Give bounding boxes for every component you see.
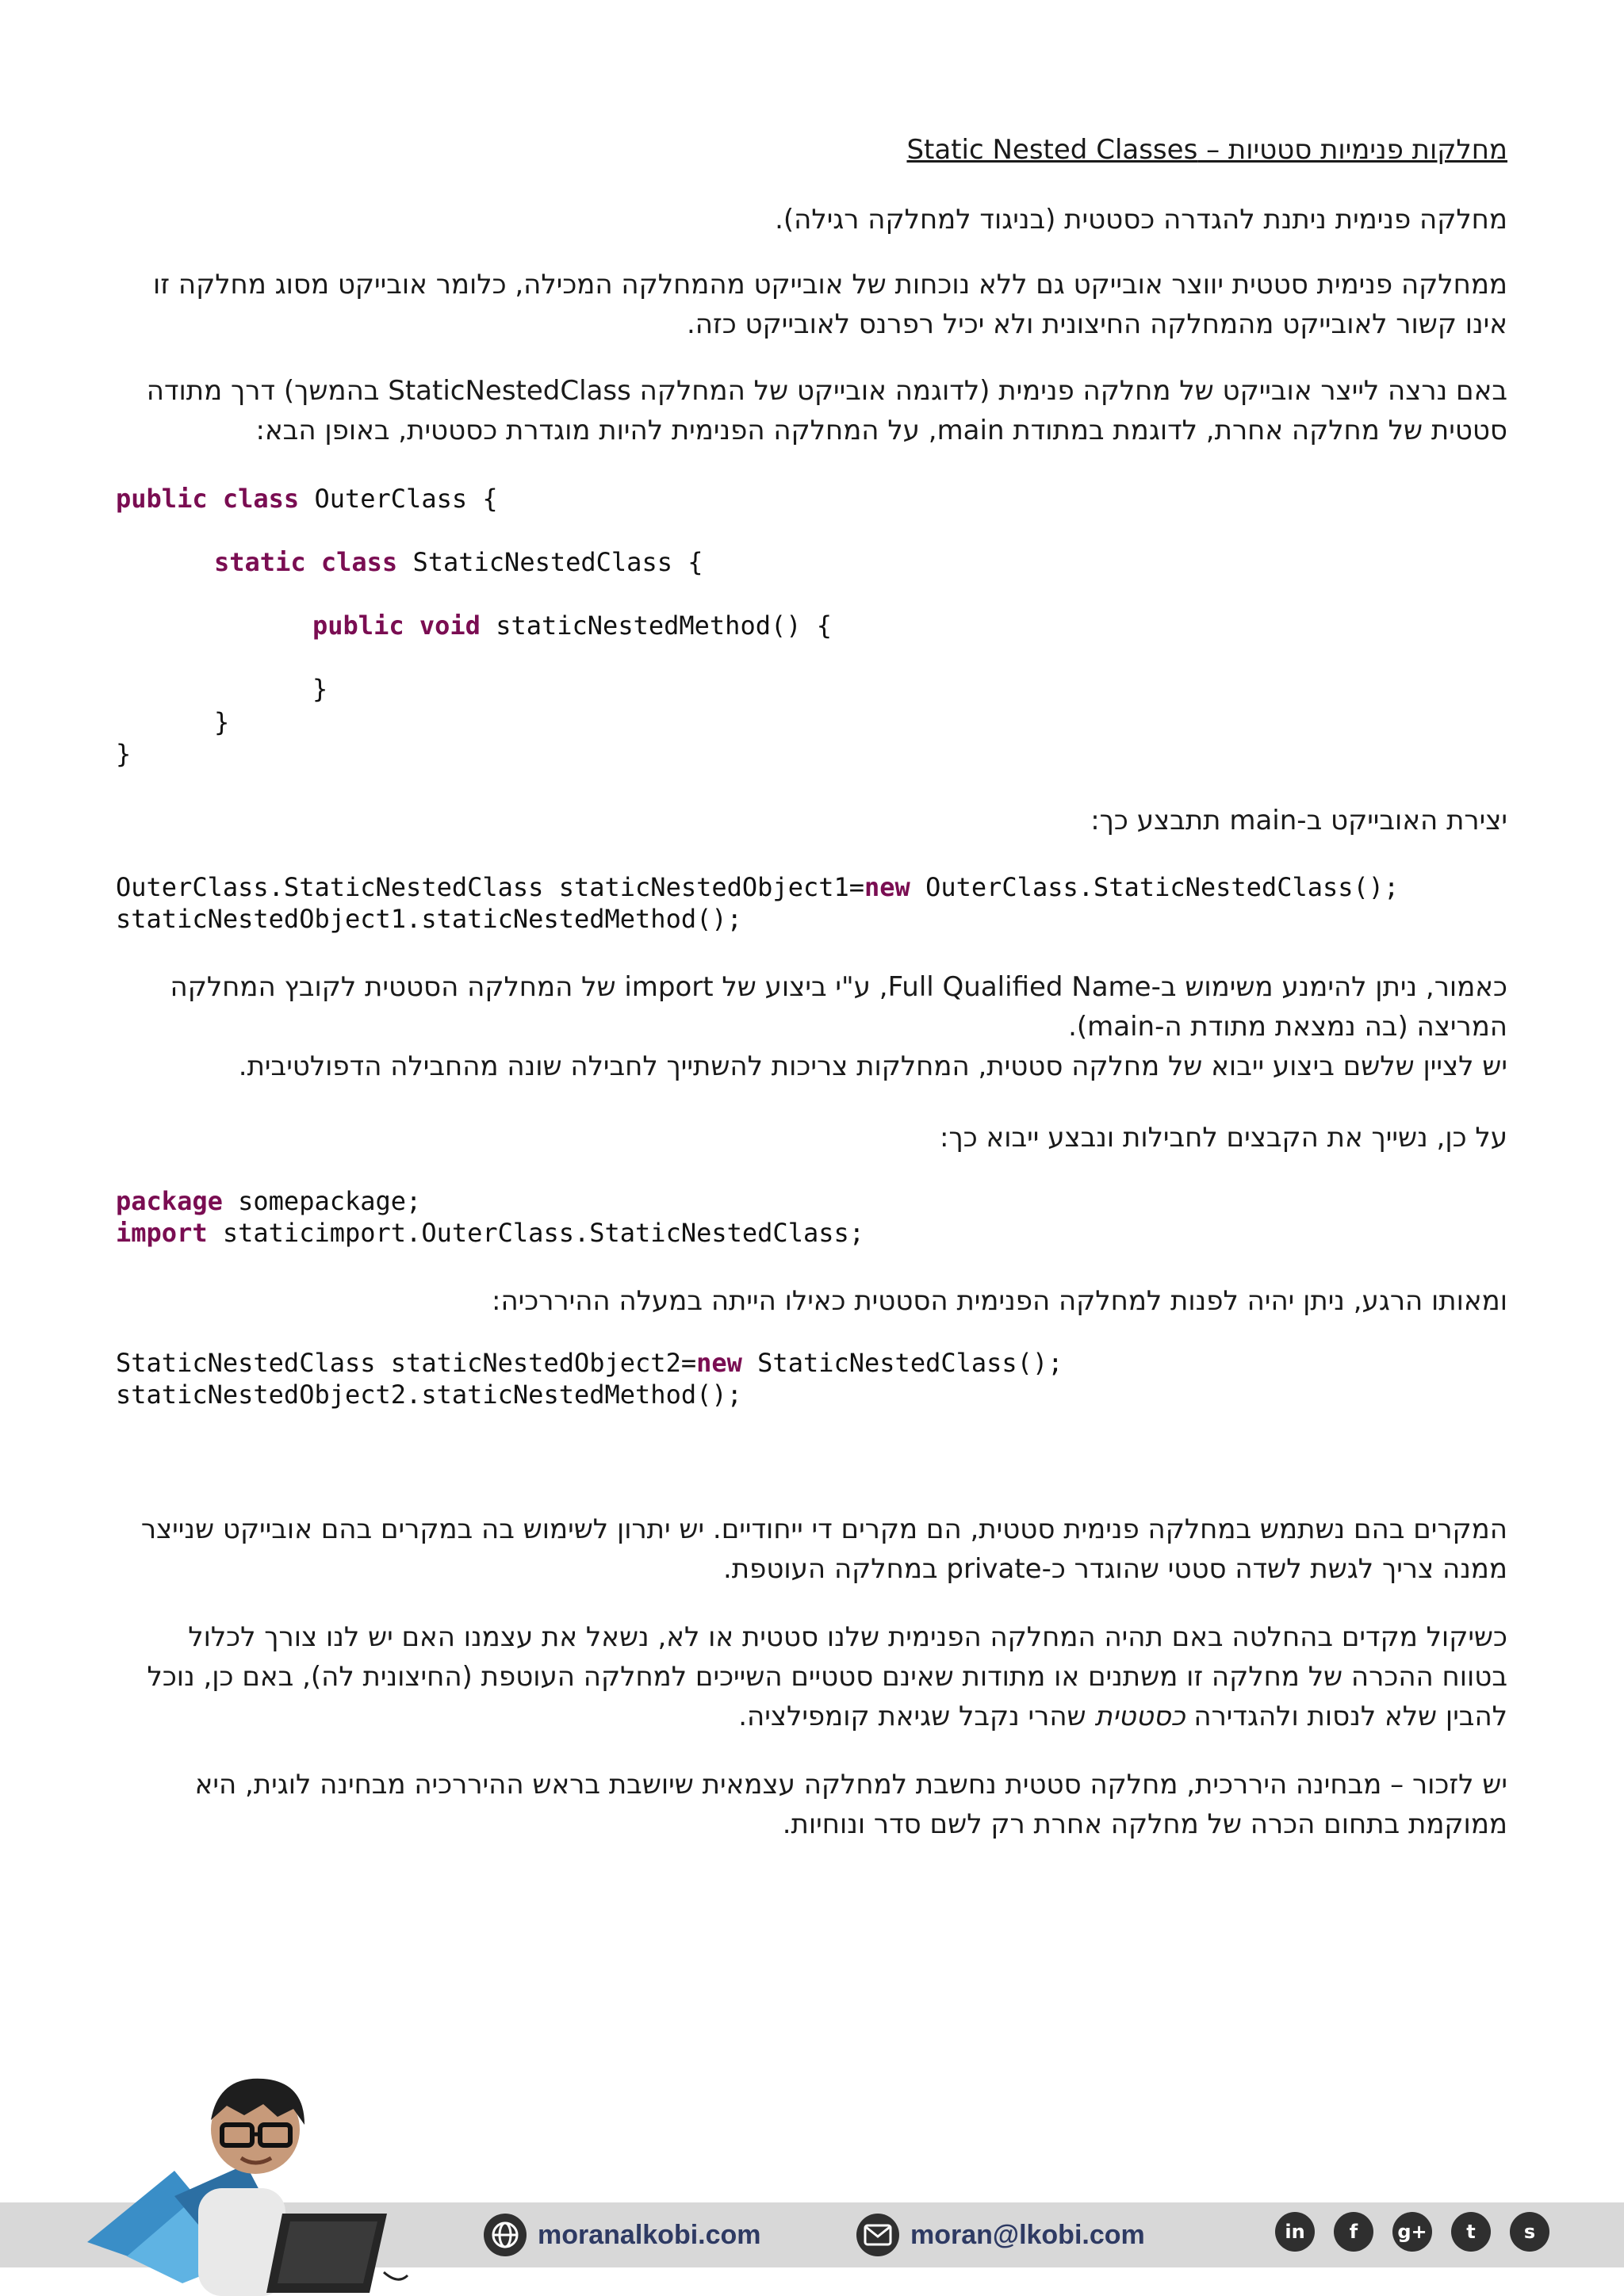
code-line bbox=[116, 1380, 742, 1410]
code-text: StaticNestedClass { bbox=[397, 547, 703, 577]
code-line bbox=[214, 707, 229, 737]
code-keyword: new bbox=[696, 1348, 742, 1378]
paragraph-text: מחלקה פנימית ניתנת להגדרה כסטטית (בניגוד למחלקה רגילה). bbox=[775, 204, 1507, 235]
website-link[interactable]: moranalkobi.com bbox=[538, 2219, 761, 2250]
code-text: staticNestedMethod() { bbox=[480, 610, 833, 641]
code-line bbox=[116, 739, 131, 769]
envelope-icon bbox=[856, 2214, 899, 2256]
code-text: StaticNestedClass(); bbox=[741, 1348, 1063, 1378]
social-icons bbox=[1275, 2212, 1549, 2252]
mascot-illustration bbox=[79, 2069, 428, 2296]
paragraph-intro bbox=[115, 200, 1507, 239]
paragraph-use-cases bbox=[115, 1510, 1507, 1589]
paragraph-object-creation bbox=[115, 265, 1507, 344]
emphasis-text: כסטטית bbox=[1094, 1701, 1185, 1732]
paragraph-text: ממחלקה פנימית סטטית יווצר אובייקט גם ללא נוכחות של אובייקט מהמחלקה המכילה, כלומר אובייקט מסוג מחלקה זו אינו קשור לאובייקט מהמחלקה החיצונית ולא יכיל רפרנס לאובייקט כזה. bbox=[153, 269, 1507, 340]
paragraph-text: כאמור, ניתן להימנע משימוש ב-Full Qualified Name, ע"י ביצוע של import של המחלקה הסטטית לקובץ המחלקה המריצה (בה נמצאת מתודת ה-main). bbox=[170, 971, 1507, 1043]
footer-email[interactable] bbox=[856, 2214, 1145, 2256]
code-line bbox=[116, 1218, 864, 1248]
code-keyword: void bbox=[419, 610, 481, 641]
paragraph-main-usage bbox=[115, 801, 1507, 840]
facebook-icon[interactable]: f bbox=[1334, 2212, 1373, 2252]
code-text: staticimport.OuterClass.StaticNestedClass; bbox=[207, 1218, 865, 1248]
paragraph-text: ומאותו הרגע, ניתן יהיה לפנות למחלקה הפנימית הסטטית כאילו הייתה במעלה ההיררכיה: bbox=[491, 1285, 1507, 1317]
paragraph-text: יש לזכור – מבחינה היררכית, מחלקה סטטית נחשבת למחלקה עצמאית שיושבת בראש ההיררכיה מבחינה לוגית, היא ממוקמת בתחום הכרה של מחלקה אחרת רק לשם סדר ונוחיות. bbox=[194, 1769, 1507, 1840]
paragraph-text bbox=[115, 1617, 1507, 1736]
code-brace: } bbox=[312, 674, 328, 704]
code-keyword: package bbox=[116, 1186, 223, 1216]
code-keyword: class bbox=[222, 484, 300, 514]
paragraph-remember bbox=[115, 1765, 1507, 1844]
code-keyword: public bbox=[312, 610, 404, 641]
code-text: OuterClass { bbox=[299, 484, 498, 514]
page-title: מחלקות פנימיות סטטיות – Static Nested Classes bbox=[906, 134, 1507, 166]
paragraph-text: על כן, נשייך את הקבצים לחבילות ונבצע ייבוא כך: bbox=[940, 1122, 1507, 1154]
paragraph-text: יצירת האובייקט ב-main תתבצע כך: bbox=[1090, 805, 1507, 836]
code-keyword: import bbox=[116, 1218, 208, 1248]
doc-title-block bbox=[115, 130, 1507, 170]
paragraph-text: המקרים בהם נשתמש במחלקה פנימית סטטית, הם מקרים די ייחודיים. יש יתרון לשימוש בה במקרים בהם אובייקט שנייצר ממנה צריך לגשת לשדה סטטי שהוגדר כ-private במחלקה העוטפת. bbox=[140, 1513, 1507, 1585]
code-keyword: public bbox=[116, 484, 208, 514]
code-line bbox=[312, 610, 832, 641]
email-link[interactable]: moran@lkobi.com bbox=[910, 2219, 1145, 2250]
code-brace: } bbox=[116, 739, 132, 769]
paragraph-text: יש לציין שלשם ביצוע ייבוא של מחלקה סטטית, המחלקות צריכות להשתייך לחבילה שונה מהחבילה הדפולטיבית. bbox=[238, 1050, 1507, 1082]
paragraph-static-method bbox=[115, 371, 1507, 450]
code-text: staticNestedObject2.staticNestedMethod(); bbox=[116, 1380, 742, 1410]
linkedin-icon[interactable]: in bbox=[1275, 2212, 1315, 2252]
code-text: staticNestedObject1.staticNestedMethod(); bbox=[116, 904, 742, 934]
code-line bbox=[214, 547, 703, 577]
paragraph-consideration bbox=[115, 1617, 1507, 1736]
code-line bbox=[116, 484, 498, 514]
footer-website[interactable] bbox=[484, 2214, 761, 2256]
twitter-icon[interactable]: t bbox=[1451, 2212, 1491, 2252]
code-line bbox=[116, 1348, 1063, 1378]
code-line bbox=[116, 1186, 421, 1216]
code-text: somepackage; bbox=[222, 1186, 422, 1216]
paragraph-hierarchy-access bbox=[115, 1281, 1507, 1321]
paragraph-packages bbox=[115, 1118, 1507, 1158]
code-text: StaticNestedClass staticNestedObject2= bbox=[116, 1348, 697, 1378]
code-text: OuterClass.StaticNestedClass(); bbox=[910, 872, 1400, 902]
code-brace: } bbox=[214, 707, 230, 737]
skype-icon[interactable]: s bbox=[1510, 2212, 1549, 2252]
globe-icon bbox=[484, 2214, 527, 2256]
code-text: OuterClass.StaticNestedClass staticNestedObject1= bbox=[116, 872, 865, 902]
google-plus-icon[interactable]: g+ bbox=[1392, 2212, 1432, 2252]
code-keyword: new bbox=[864, 872, 910, 902]
paragraph-text-part: כשיקול מקדים בהחלטה באם תהיה המחלקה הפנימית שלנו סטטית או לא, נשאל את עצמנו האם יש לנו צורך לכלול בטווח ההכרה של מחלקה זו משתנים או מתודות שאינם סטטיים השייכים למחלקה העוטפת (החיצונית לה), באם כן, נוכל להבין שלא לנסות ולהגדירה bbox=[147, 1621, 1507, 1732]
code-line bbox=[312, 674, 327, 704]
paragraph-text: באם נרצה לייצר אובייקט של מחלקה פנימית (לדוגמה אובייקט של המחלקה StaticNestedClass בהמשך) דרך מתודה סטטית של מחלקה אחרת, לדוגמת במתודת main, על המחלקה הפנימית להיות מוגדרת כסטטית, באופן הבא: bbox=[146, 375, 1507, 446]
code-keyword: static bbox=[214, 547, 306, 577]
code-keyword: class bbox=[320, 547, 398, 577]
code-line bbox=[116, 872, 1399, 902]
code-line bbox=[116, 904, 742, 934]
paragraph-text-part: שהרי נקבל שגיאת קומפילציה. bbox=[738, 1701, 1095, 1732]
paragraph-import bbox=[115, 967, 1507, 1086]
